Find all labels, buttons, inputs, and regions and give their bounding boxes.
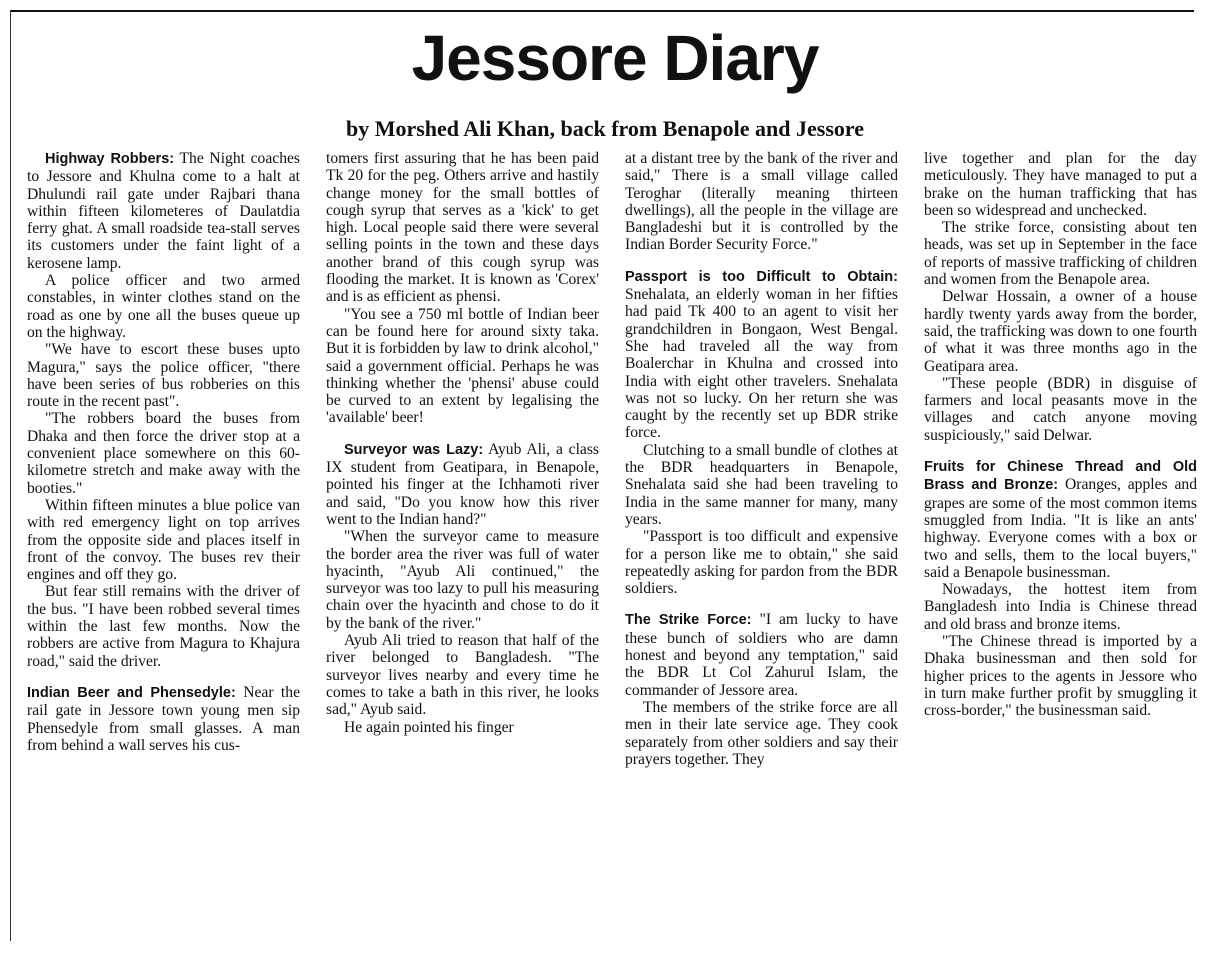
column-3 [625, 150, 898, 940]
paragraph: But fear still remains with the driver of the bus. "I have been robbed several times within the last few months. Now the robbers are active from Magura to Khajura road," said the driver. [27, 583, 300, 670]
paragraph: "We have to escort these buses upto Magura," says the police officer, "there have been series of bus robberies on this route in the recent past". [27, 341, 300, 411]
paragraph: Nowadays, the hottest item from Bangladesh into India is Chinese thread and old brass and bronze items. [924, 581, 1197, 633]
section-heading: Surveyor was Lazy: [344, 441, 484, 458]
column-1 [27, 150, 300, 940]
paragraph [326, 441, 599, 528]
headline: Jessore Diary [411, 22, 819, 94]
paragraph: "When the surveyor came to measure the border area the river was full of water hyacinth, "Ayub Ali continued," the surveyor was too lazy to pull his measuring chain over the hyacinth and chose to do it by the bank of the river." [326, 528, 599, 632]
section-heading: Fruits for Chinese Thread and Old Brass and Bronze: [924, 459, 1197, 494]
paragraph: Within fifteen minutes a blue police van with red emergency light on top arrives from the opposite side and places itself in front of the convoy. The buses rev their engines and off they go. [27, 496, 300, 584]
paragraph [27, 684, 300, 754]
paragraph: He again pointed his finger [344, 718, 514, 736]
column-4 [924, 150, 1197, 940]
column-2 [326, 150, 599, 940]
paragraph [924, 458, 1197, 581]
byline: by Morshed Ali Khan, back from Benapole and Jessore [345, 116, 865, 141]
article-body [27, 150, 1197, 940]
paragraph: Clutching to a small bundle of clothes at the BDR headquarters in Benapole, Snehalata said she had been traveling to India in the same manner for many, many years. [625, 441, 898, 528]
paragraph-text: "I am lucky to have these bunch of soldiers who are damn honest and beyond any temptation," said the BDR Lt Col Zahurul Islam, the commander of Jessore area. [625, 611, 898, 699]
paragraph-text: Snehalata, an elderly woman in her fifties had paid Tk 400 to an agent to visit her grandchildren in Bongaon, West Bengal. She had traveled all the way from Boalerchar in Khulna and crossed into India with eight other travelers. Snehalata was not so lucky. On her return she was caught by the recently set up BDR strike force. [625, 286, 898, 442]
section-heading: Passport is too Difficult to Obtain: [625, 268, 898, 285]
section-heading: Highway Robbers: [45, 151, 175, 167]
left-rule [10, 10, 11, 941]
paragraph-text: Oranges, apples and grapes are some of the most common items smuggled from India. "It is like an ants' highway. Everyone comes with a box or two and sells, them to the local buyers," said a Benapole businessman. [924, 476, 1197, 581]
paragraph: Ayub Ali tried to reason that half of the river belonged to Bangladesh. "The surveyor lives nearby and every time he comes to take a bath in this river, he looks sad," Ayub said. [326, 632, 599, 719]
paragraph: "The Chinese thread is imported by a Dhaka businessman and then sold for higher prices to the agents in Jessore who in turn make further profit by smuggling it cross-border," the businessman said. [924, 633, 1197, 720]
paragraph: Delwar Hossain, a owner of a house hardly twenty yards away from the border, said, the trafficking was down to one fourth of what it was three months ago in the Geatipara area. [924, 288, 1197, 375]
paragraph-text: The Night coaches to Jessore and Khulna come to a halt at Dhulundi rail gate under Rajbari thana within fifteen kilometeres of Daulatdia ferry ghat. A small roadside tea-stall serves its customers under the faint light of a kerosene lamp. [27, 150, 300, 272]
paragraph: at a distant tree by the bank of the river and said," There is a small village called Teroghar (literally meaning thirteen dwellings), all the people in the village are Bangladeshi but it is controlled by the Indian Border Security Force." [625, 150, 898, 254]
paragraph-text: Ayub Ali, a class IX student from Geatipara, in Benapole, pointed his finger at the Ichhamoti river and said, "Do you know how this river went to the Indian hand?" [326, 440, 599, 528]
paragraph-text: Near the rail gate in Jessore town young men sip Phensedyle from small glasses. A man from behind a wall serves his cus- [27, 683, 300, 754]
paragraph: The strike force, consisting about ten heads, was set up in September in the face of reports of massive trafficking of children and women from the Benapole area. [924, 219, 1197, 289]
paragraph: The members of the strike force are all men in their late service age. They cook separately from other soldiers and say their prayers together. They [625, 698, 898, 768]
top-rule [10, 10, 1194, 12]
paragraph: "You see a 750 ml bottle of Indian beer can be found here for around sixty taka. But it is forbidden by law to drink alcohol," said a government official. Perhaps he was thinking whether the 'phensi' abuse could be curved to an extent by legalising the 'available' beer! [326, 305, 599, 427]
paragraph: "Passport is too difficult and expensive for a person like me to obtain," she said repeatedly asking for pardon from the BDR soldiers. [625, 528, 898, 598]
paragraph: A police officer and two armed constables, in winter clothes stand on the road as one by one all the buses queue up on the highway. [27, 272, 300, 341]
paragraph: "The robbers board the buses from Dhaka and then force the driver stop at a convenient place somewhere on this 60-kilometre stretch and make away with the booties." [27, 410, 300, 497]
paragraph: tomers first assuring that he has been paid Tk 20 for the peg. Others arrive and hastily change money for the small bottles of cough syrup that serves as a 'kick' to get high. Local people said there were several selling points in the town and these days another brand of this cough syrup was flooding the market. It is known as 'Corex' and is as efficient as phensi. [326, 150, 599, 306]
paragraph [625, 611, 898, 698]
paragraph: live together and plan for the day meticulously. They have managed to put a brake on the human trafficking that has been so widespread and unchecked. [924, 150, 1197, 219]
paragraph [27, 150, 300, 272]
paragraph: "These people (BDR) in disguise of farmers and local peasants move in the villages and catch anyone moving suspiciously," said Delwar. [924, 374, 1197, 444]
section-heading: Indian Beer and Phensedyle: [27, 684, 236, 701]
section-heading: The Strike Force: [625, 612, 752, 629]
paragraph [625, 268, 898, 442]
